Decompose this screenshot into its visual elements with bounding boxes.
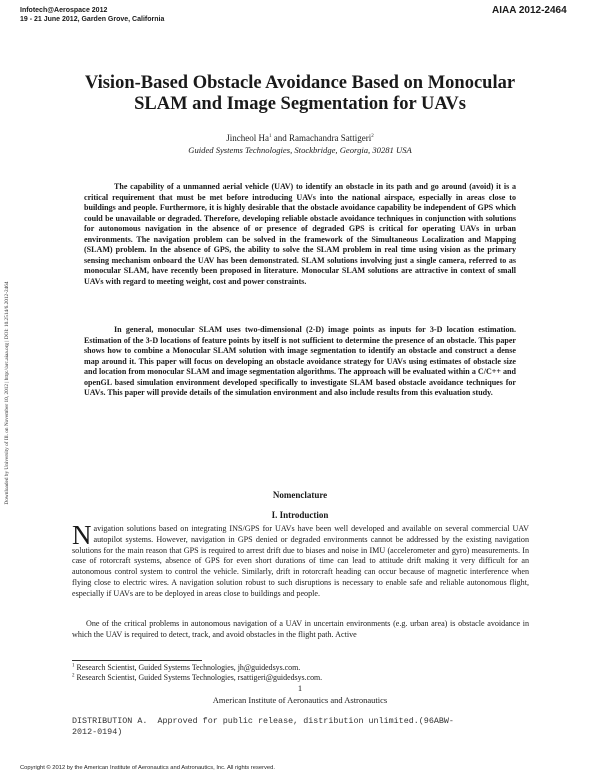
distribution-statement: DISTRIBUTION A. Approved for public release, distribution unlimited.(96ABW- 2012-0194) <box>72 716 454 737</box>
conference-dates: 19 - 21 June 2012, Garden Grove, California <box>20 16 165 23</box>
publisher-line: American Institute of Aeronautics and Astronautics <box>212 695 388 705</box>
affiliation: Guided Systems Technologies, Stockbridge, Georgia, 30281 USA <box>188 145 412 155</box>
authors <box>70 133 530 143</box>
author-2-mark: 2 <box>371 134 374 139</box>
intro-paragraph: One of the critical problems in autonomous navigation of a UAV in uncertain environments (e.g. urban area) is obstacle avoidance in which the UAV is required to detect, track, and avoid obstacles in the flight path. Active <box>72 619 529 639</box>
intro-paragraph-text: avigation solutions based on integrating INS/GPS for UAVs have been well developed and available on several commercial UAV autopilot systems. However, navigation in GPS denied or degraded environments cannot be addressed by the existing navigation solutions for the main reason that GPS is required to arrest drift due to biases and noise in IMU (accelerometer and gyro) measurements. In case of rotorcraft systems, absence of GPS for even short durations of time can lead to attitude drift making it very difficult for an autonomous control system to control the vehicle. Similarly, drift in rotorcraft heading can occur because of magnetic interference when flying close to electric wires. A navigation solution robust to such disruptions is necessary to enable safe and reliable autonomous flight, especially if UAVs are to be deployed in areas close to buildings and people. <box>72 524 529 598</box>
footnote-divider <box>72 660 202 661</box>
paper-title: Vision-Based Obstacle Avoidance Based on Monocular SLAM and Image Segmentation for UAVs <box>84 73 516 114</box>
abstract-paragraph: The capability of a unmanned aerial vehicle (UAV) to identify an obstacle in its path and go around (avoid) it is a critical requirement that must be met before introducing UAVs into the national airspace, especially in areas close to buildings and people. Furthermore, it is highly desirable that the obstacle avoidance capability be independent of GPS which could be unavailable or degraded. Therefore, developing reliable obstacle avoidance techniques in conjunction with solutions for autonomous navigation in the absence of or presence of degraded GPS is critical for operating UAVs in urban environments. The navigation problem can be solved in the framework of the Simultaneous Localization and Mapping (SLAM) problem. In the absence of GPS, the ability to solve the SLAM problem in real time using vision as the primary sensing mechanism onboard the UAV has been demonstrated. SLAM solutions involving just a single camera, referred to as monocular SLAM, have recently been proposed in literature. Monocular SLAM solutions are attractive in context of small UAVs with regard to meeting weight, cost and power constraints. <box>84 182 516 286</box>
author-2: and Ramachandra Sattigeri <box>271 133 372 143</box>
footnote-text: Research Scientist, Guided Systems Technologies, rsattigeri@guidedsys.com. <box>74 673 323 682</box>
intro-paragraph <box>72 520 529 600</box>
download-stamp: Downloaded by University of Ill. on November 10, 2012 | http://arc.aiaa.org | DOI: 10.2514/6.2012-2464 <box>4 281 10 505</box>
author-1-mark: 1 <box>269 134 272 139</box>
footnote <box>72 663 300 673</box>
footnote-mark: 2 <box>72 673 75 679</box>
abstract-paragraph: In general, monocular SLAM uses two-dimensional (2-D) image points as inputs for 3-D location estimation. Estimation of the 3-D locations of feature points by itself is not sufficient to determine the presence of an obstacle. This paper shows how to combine a Monocular SLAM solution with image segmentation to identify an obstacle and construct a dense map around it. This paper will focus on developing an obstacle avoidance strategy for UAVs using estimates of obstacle size and location from monocular SLAM and image segmentation algorithms. The approach will be evaluated within a C/C++ and openGL based simulation environment developed specifically to investigate SLAM based obstacle avoidance techniques for UAVs. This paper will provide details of the simulation environment and also include results from this evaluation study. <box>84 325 516 397</box>
footnote <box>72 673 322 683</box>
footnote-text: Research Scientist, Guided Systems Technologies, jh@guidedsys.com. <box>74 663 301 672</box>
drop-cap: N <box>72 520 92 550</box>
introduction-heading: I. Introduction <box>271 510 329 520</box>
copyright-notice: Copyright © 2012 by the American Institute of Aeronautics and Astronautics, Inc. All rights reserved. <box>20 765 275 771</box>
conference-name: Infotech@Aerospace 2012 <box>20 7 108 14</box>
page-number: 1 <box>297 683 303 693</box>
author-1: Jincheol Ha <box>226 133 270 143</box>
footnote-mark: 1 <box>72 663 75 669</box>
nomenclature-heading: Nomenclature <box>272 490 328 500</box>
paper-id: AIAA 2012-2464 <box>492 5 567 16</box>
